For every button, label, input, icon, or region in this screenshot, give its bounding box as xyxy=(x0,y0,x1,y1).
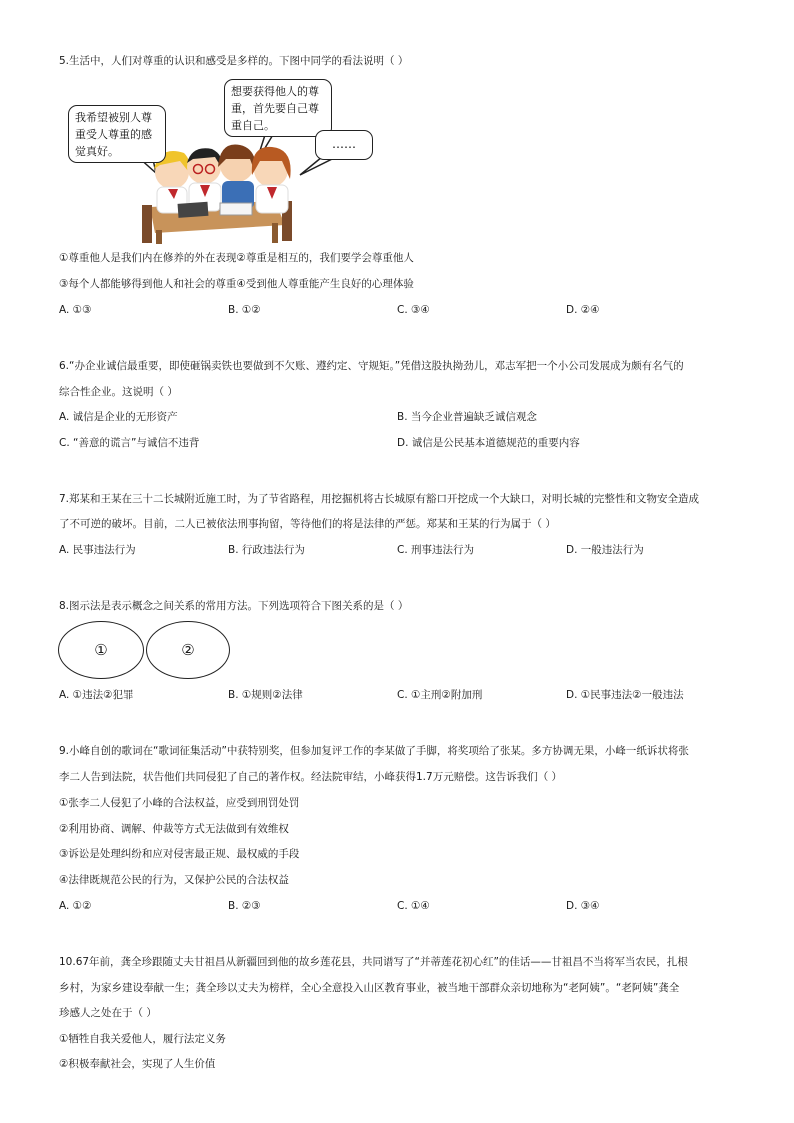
q5-statement-2: ③每个人都能够得到他人和社会的尊重④受到他人尊重能产生良好的心理体验 xyxy=(59,278,414,290)
concept-ellipse-1 xyxy=(58,621,144,679)
q9-stem-line-2: 李二人告到法院，状告他们共同侵犯了自己的著作权。经法院审结，小峰获得1.7万元赔偿。这告诉我们（ ） xyxy=(59,771,563,783)
q10-stem-line-2: 乡村，为家乡建设奉献一生；龚全珍以丈夫为榜样，全心全意投入山区教育事业，被当地干部群众亲切地称为“老阿姨”。“老阿姨”龚全 xyxy=(59,982,680,994)
bubble-middle-line: 想要获得他人的尊 xyxy=(231,85,319,98)
q6-option-c[interactable]: C. “善意的谎言”与诚信不违背 xyxy=(59,437,200,449)
q10-stem-line-1: 10.67年前，龚全珍跟随丈夫甘祖昌从新疆回到他的故乡莲花县，共同谱写了“并蒂莲花初心红”的佳话——甘祖昌不当将军当农民，扎根 xyxy=(59,956,688,968)
q8-option-c[interactable]: C. ①主刑②附加刑 xyxy=(397,689,483,701)
q8-option-d[interactable]: D. ①民事违法②一般违法 xyxy=(566,689,684,701)
q9-statement-2: ②利用协商、调解、仲裁等方式无法做到有效维权 xyxy=(59,823,289,835)
q5-option-b[interactable]: B. ①② xyxy=(228,304,261,316)
q5-option-a[interactable]: A. ①③ xyxy=(59,304,92,316)
q9-statement-4: ④法律既规范公民的行为，又保护公民的合法权益 xyxy=(59,874,289,886)
bubble-middle-line: 重，首先要自己尊 xyxy=(231,102,319,115)
q7-option-d[interactable]: D. 一般违法行为 xyxy=(566,544,644,556)
bubble-middle-line: 重自己。 xyxy=(231,119,275,132)
q5-option-c[interactable]: C. ③④ xyxy=(397,304,430,316)
q8-option-b[interactable]: B. ①规则②法律 xyxy=(228,689,303,701)
q10-statement-2: ②积极奉献社会，实现了人生价值 xyxy=(59,1058,216,1070)
speech-bubble-right xyxy=(315,130,373,160)
q9-statement-3: ③诉讼是处理纠纷和应对侵害最正规、最权威的手段 xyxy=(59,848,300,860)
q9-option-c[interactable]: C. ①④ xyxy=(397,900,430,912)
q5-stem: 5.生活中，人们对尊重的认识和感受是多样的。下图中同学的看法说明（ ） xyxy=(59,55,409,67)
q9-statement-1: ①张李二人侵犯了小峰的合法权益，应受到刑罚处罚 xyxy=(59,797,300,809)
bubble-right-text: …… xyxy=(332,137,356,151)
q6-stem-line-1: 6.“办企业诚信最重要，即使砸锅卖铁也要做到不欠账、遵约定、守规矩。”凭借这股执拗劲儿，邓志军把一个小公司发展成为颇有名气的 xyxy=(59,360,684,372)
speech-bubble-left xyxy=(68,105,166,163)
q7-option-a[interactable]: A. 民事违法行为 xyxy=(59,544,136,556)
ellipse-2-label: ② xyxy=(181,641,195,659)
ellipse-1-label: ① xyxy=(94,641,108,659)
q9-stem-line-1: 9.小峰自创的歌词在“歌词征集活动”中获特别奖，但参加复评工作的李某做了手脚，将奖项给了张某。多方协调无果，小峰一纸诉状将张 xyxy=(59,745,689,757)
q7-option-c[interactable]: C. 刑事违法行为 xyxy=(397,544,475,556)
q6-stem-line-2: 综合性企业。这说明（ ） xyxy=(59,386,178,398)
bubble-left-line: 觉真好。 xyxy=(75,145,119,158)
q9-option-a[interactable]: A. ①② xyxy=(59,900,92,912)
q5-statement-1: ①尊重他人是我们内在修养的外在表现②尊重是相互的，我们要学会尊重他人 xyxy=(59,252,414,264)
q9-option-d[interactable]: D. ③④ xyxy=(566,900,600,912)
q8-option-a[interactable]: A. ①违法②犯罪 xyxy=(59,689,134,701)
q7-stem-line-2: 了不可逆的破坏。目前，二人已被依法刑事拘留，等待他们的将是法律的严惩。郑某和王某的行为属于（ ） xyxy=(59,518,556,530)
q6-option-d[interactable]: D. 诚信是公民基本道德规范的重要内容 xyxy=(397,437,580,449)
q9-option-b[interactable]: B. ②③ xyxy=(228,900,261,912)
concept-ellipse-2 xyxy=(146,621,230,679)
q10-statement-1: ①牺牲自我关爱他人，履行法定义务 xyxy=(59,1033,226,1045)
bubble-left-line: 我希望被别人尊 xyxy=(75,111,152,124)
q7-stem-line-1: 7.郑某和王某在三十二长城附近施工时，为了节省路程，用挖掘机将古长城原有豁口开挖成一个大缺口，对明长城的完整性和文物安全造成 xyxy=(59,493,700,505)
q6-option-a[interactable]: A. 诚信是企业的无形资产 xyxy=(59,411,178,423)
q5-option-d[interactable]: D. ②④ xyxy=(566,304,600,316)
q6-option-b[interactable]: B. 当今企业普遍缺乏诚信观念 xyxy=(397,411,537,423)
q8-stem: 8.图示法是表示概念之间关系的常用方法。下列选项符合下图关系的是（ ） xyxy=(59,600,409,612)
bubble-left-line: 重受人尊重的感 xyxy=(75,128,152,141)
q10-stem-line-3: 珍感人之处在于（ ） xyxy=(59,1007,157,1019)
q7-option-b[interactable]: B. 行政违法行为 xyxy=(228,544,305,556)
speech-bubble-middle xyxy=(224,79,332,137)
